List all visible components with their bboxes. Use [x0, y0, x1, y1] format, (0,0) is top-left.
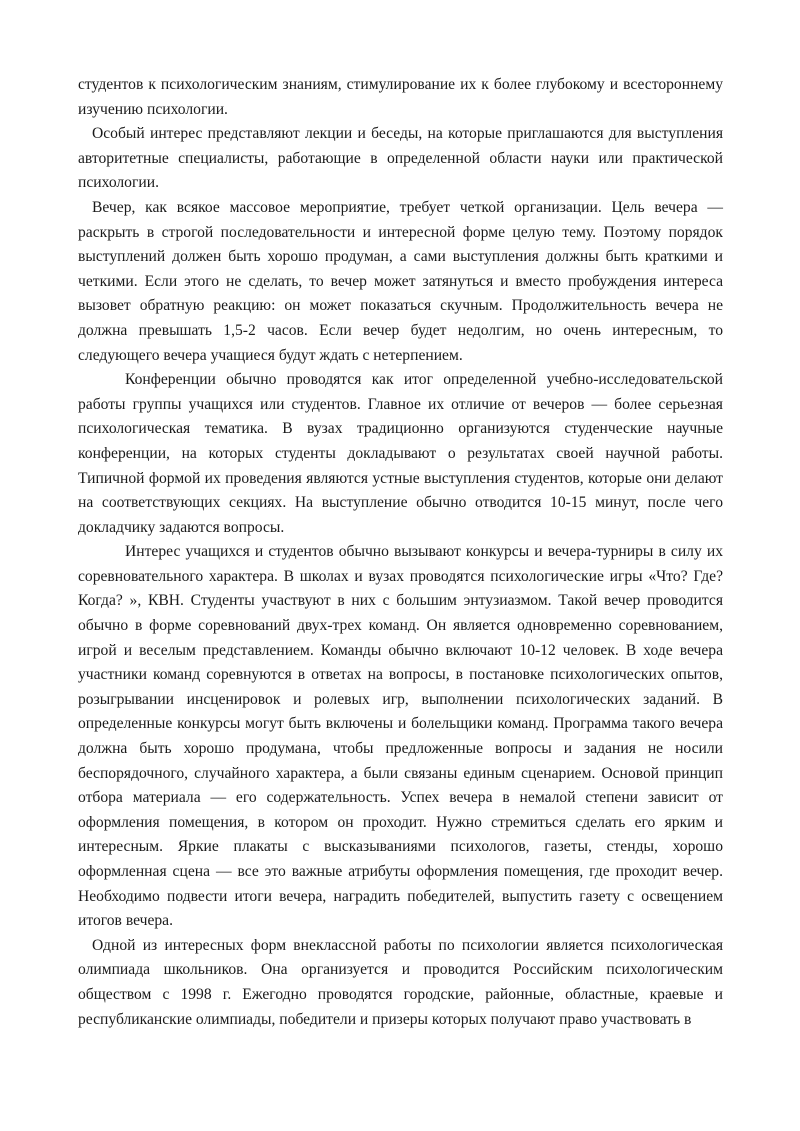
paragraph-conferences: Конференции обычно проводятся как итог определенной учебно-исследовательской работы группы учащихся или студентов. Главное их отличие от вечеров — более серьезная психологическая тематика. В вузах традиционно организуются студенческие научные конференции, на которых студенты докладывают о результатах своей научной работы. Типичной формой их проведения являются устные выступления студентов, которые они делают на соответствующих секциях. На выступление обычно отводится 10-15 минут, после чего докладчику задаются вопросы.	[78, 371, 723, 536]
paragraph-continuation: студентов к психологическим знаниям, стимулирование их к более глубокому и всестороннему изучению психологии.	[78, 76, 723, 118]
paragraph-contests: Интерес учащихся и студентов обычно вызывают конкурсы и вечера-турниры в силу их соревновательного характера. В школах и вузах проводятся психологические игры «Что? Где? Когда? », КВН. Студенты участвуют в них с большим энтузиазмом. Такой вечер проводится обычно в форме соревнований двух-трех команд. Он является одновременно соревнованием, игрой и веселым представлением. Команды обычно включают 10-12 человек. В ходе вечера участники команд соревнуются в ответах на вопросы, в постановке психологических опытов, розыгрывании инсценировок и ролевых игр, выполнении психологических заданий. В определенные конкурсы могут быть включены и болельщики команд. Программа такого вечера должна быть хорошо продумана, чтобы предложенные вопросы и задания не носили беспорядочного, случайного характера, а были связаны единым сценарием. Основой принцип отбора материала — его содержательность. Успех вечера в немалой степени зависит от оформления помещения, в котором он проходит. Нужно стремиться сделать его ярким и интересным. Яркие плакаты с высказываниями психологов, газеты, стенды, хорошо оформленная сцена — все это важные атрибуты оформления помещения, где проходит вечер. Необходимо подвести итоги вечера, наградить победителей, выпустить газету с освещением итогов вечера.	[78, 543, 723, 930]
paragraph-evening: Вечер, как всякое массовое мероприятие, требует четкой организации. Цель вечера — раскрыть в строгой последовательности и интересной форме целую тему. Поэтому порядок выступлений должен быть хорошо продуман, а сами выступления должны быть краткими и четкими. Если этого не сделать, то вечер может затянуться и вместо пробуждения интереса вызовет обратную реакцию: он может показаться скучным. Продолжительность вечера не должна превышать 1,5-2 часов. Если вечер будет недолгим, но очень интересным, то следующего вечера учащиеся будут ждать с нетерпением.	[78, 198, 723, 364]
paragraph-lectures: Особый интерес представляют лекции и беседы, на которые приглашаются для выступления авторитетные специалисты, работающие в определенной области науки или практической психологии.	[78, 125, 723, 192]
paragraph-olympiad: Одной из интересных форм внеклассной работы по психологии является психологическая олимпиада школьников. Она организуется и проводится Российским психологическим обществом с 1998 г. Ежегодно проводятся городские, районные, областные, краевые и республиканские олимпиады, победители и призеры которых получают право участвовать в	[78, 936, 723, 1028]
document-page	[78, 73, 723, 1032]
